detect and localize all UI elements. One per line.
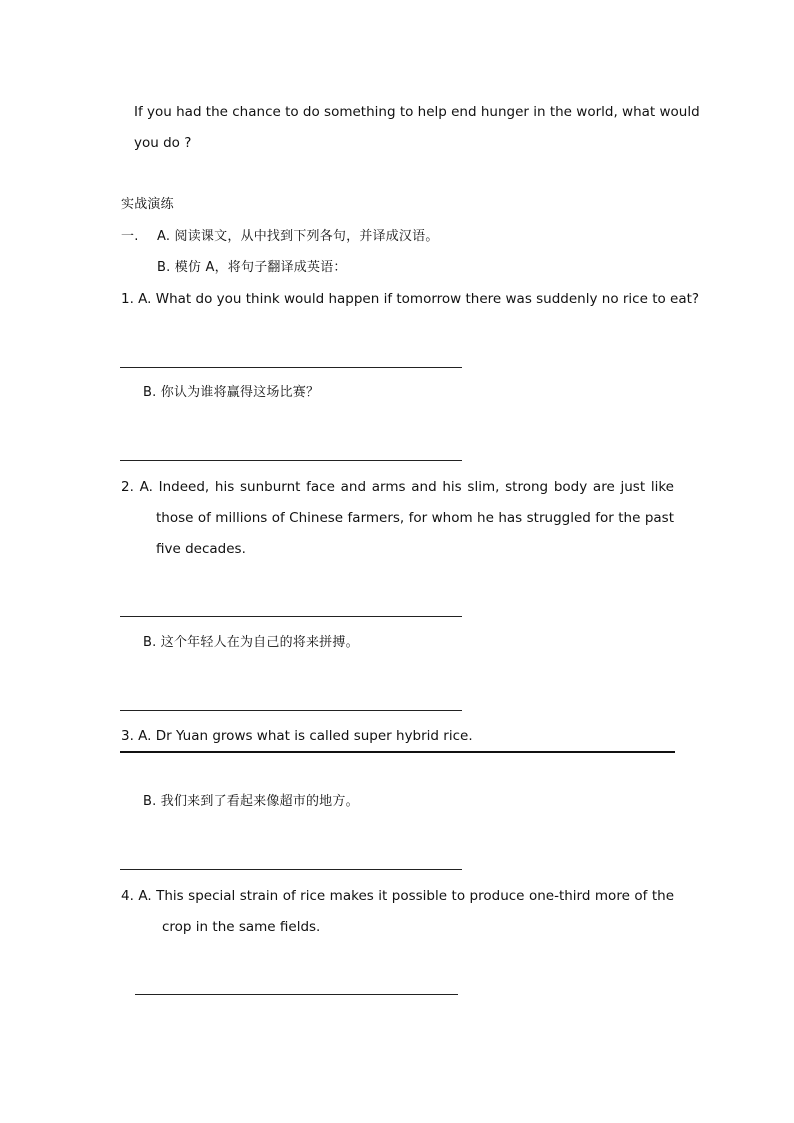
item-1-b: B. 你认为谁将赢得这场比赛？ [143, 385, 320, 400]
item-2-a-line-2: those of millions of Chinese farmers, for whom he has struggled for the past [156, 510, 674, 526]
item-4-a-answer-line [135, 994, 458, 995]
item-3-a-answer-line [120, 751, 675, 753]
item-4-a-line-2: crop in the same fields. [162, 919, 321, 935]
item-3-a-line-1: 3. A. Dr Yuan grows what is called super hybrid rice. [121, 728, 473, 744]
item-4-a-line-1: 4. A. This special strain of rice makes it possible to produce one-third more of the [121, 888, 674, 904]
instruction-number: 一. [121, 229, 139, 244]
section-title: 实战演练 [121, 197, 174, 212]
item-2-a-line-1: 2. A. Indeed, his sunburnt face and arms and his slim, strong body are just like [121, 479, 674, 495]
item-2-a-line-3: five decades. [156, 541, 246, 557]
item-1-a-line-1: 1. A. What do you think would happen if tomorrow there was suddenly no rice to eat? [121, 291, 700, 307]
item-3-b-answer-line [120, 869, 462, 870]
instruction-a: A. 阅读课文，从中找到下列各句，并译成汉语。 [157, 229, 439, 244]
item-3-b: B. 我们来到了看起来像超市的地方。 [143, 794, 359, 809]
intro-line-2: you do ? [134, 135, 192, 151]
item-2-a-answer-line [120, 616, 462, 617]
item-2-b-answer-line [120, 710, 462, 711]
item-2-b: B. 这个年轻人在为自己的将来拼搏。 [143, 635, 359, 650]
intro-line-1: If you had the chance to do something to help end hunger in the world, what would [134, 104, 700, 120]
item-1-a-answer-line [120, 367, 462, 368]
instruction-b: B. 模仿 A，将句子翻译成英语： [157, 260, 347, 275]
item-1-b-answer-line [120, 460, 462, 461]
